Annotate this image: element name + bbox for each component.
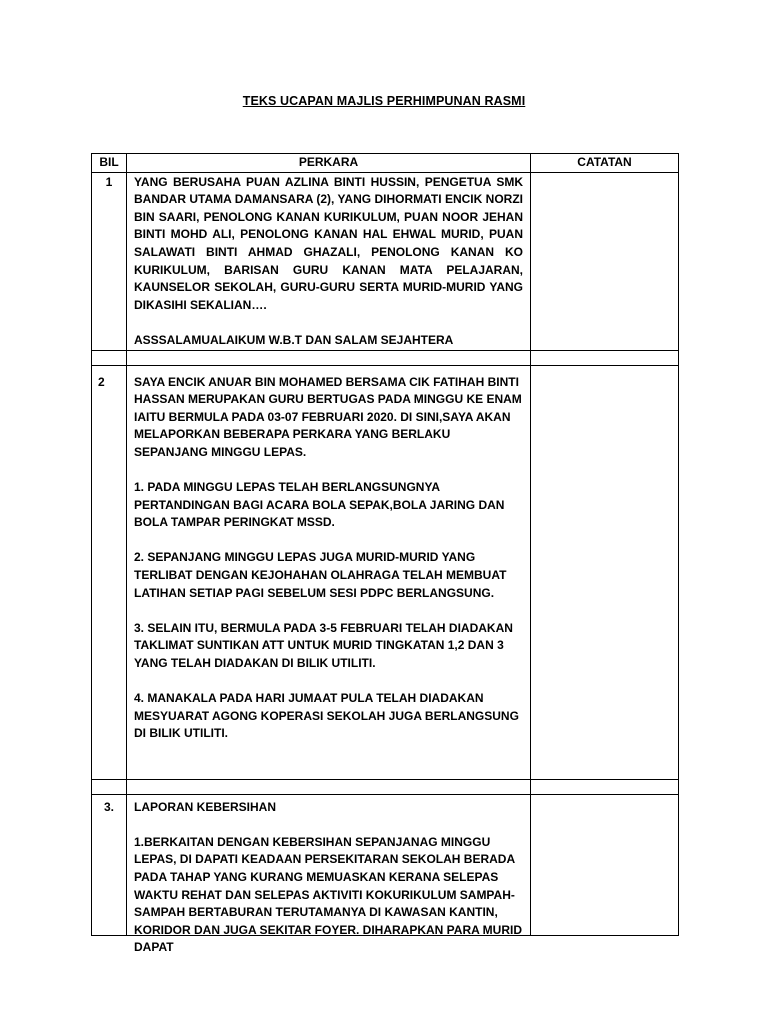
row-catatan: [531, 794, 679, 935]
spacer-row: [92, 779, 679, 794]
table-header-row: [92, 154, 679, 173]
paragraph: YANG BERUSAHA PUAN AZLINA BINTI HUSSIN, PENGETUA SMK BANDAR UTAMA DAMANSARA (2), YANG DIHORMATI ENCIK NORZI BIN SAARI, PENOLONG KANAN KURIKULUM, PUAN NOOR JEHAN BINTI MOHD ALI, PENOLONG KANAN HAL EHWAL MURID, PUAN SALAWATI BINTI AHMAD GHAZALI, PENOLONG KANAN KO KURIKULUM, BARISAN GURU KANAN MATA PELAJARAN, KAUNSELOR SEKOLAH, GURU-GURU SERTA MURID-MURID YANG DIKASIHI SEKALIAN….: [134, 174, 523, 312]
table-row: [92, 365, 679, 779]
paragraph: SAYA ENCIK ANUAR BIN MOHAMED BERSAMA CIK FATIHAH BINTI HASSAN MERUPAKAN GURU BERTUGAS PADA MINGGU KE ENAM IAITU BERMULA PADA 03-07 FEBRUARI 2020. DI SINI,SAYA AKAN MELAPORKAN BEBERAPA PERKARA YANG BERLAKU SEPANJANG MINGGU LEPAS.: [134, 374, 522, 459]
header-bil: BIL: [92, 154, 127, 173]
row-catatan: [531, 172, 679, 350]
row-number: 1: [92, 172, 127, 350]
row-number: 3.: [92, 794, 127, 935]
table-row: [92, 794, 679, 935]
row-content: [127, 794, 531, 955]
speech-table: [91, 153, 679, 955]
paragraph: 3. SELAIN ITU, BERMULA PADA 3-5 FEBRUARI TELAH DIADAKAN TAKLIMAT SUNTIKAN ATT UNTUK MURID TINGKATAN 1,2 DAN 3 YANG TELAH DIADAKAN DI BILIK UTILITI.: [134, 620, 513, 671]
paragraph: 1.BERKAITAN DENGAN KEBERSIHAN SEPANJANAG MINGGU LEPAS, DI DAPATI KEADAAN PERSEKITARAN SEKOLAH BERADA PADA TAHAP YANG KURANG MEMUASKAN KERANA SELEPAS WAKTU REHAT DAN SELEPAS AKTIVITI KOKURIKULUM SAMPAH-SAMPAH BERTABURAN TERUTAMANYA DI KAWASAN KANTIN, KORIDOR DAN JUGA SEKITAR FOYER. DIHARAPKAN PARA MURID DAPAT: [134, 834, 523, 955]
document-title: TEKS UCAPAN MAJLIS PERHIMPUNAN RASMI: [242, 94, 526, 108]
header-perkara: PERKARA: [127, 154, 531, 173]
paragraph: ASSSALAMUALAIKUM W.B.T DAN SALAM SEJAHTERA: [134, 332, 454, 347]
row-number: 2: [92, 365, 127, 779]
paragraph: 1. PADA MINGGU LEPAS TELAH BERLANGSUNGNYA PERTANDINGAN BAGI ACARA BOLA SEPAK,BOLA JARING DAN BOLA TAMPAR PERINGKAT MSSD.: [134, 480, 505, 530]
paragraph: 2. SEPANJANG MINGGU LEPAS JUGA MURID-MURID YANG TERLIBAT DENGAN KEJOHAHAN OLAHRAGA TELAH MEMBUAT LATIHAN SETIAP PAGI SEBELUM SESI PDPC BERLANGSUNG.: [134, 550, 507, 600]
row-content: [127, 172, 531, 350]
paragraph: LAPORAN KEBERSIHAN: [134, 799, 277, 814]
spacer-row: [92, 350, 679, 365]
row-content: [127, 365, 531, 779]
row-catatan: [531, 365, 679, 779]
header-catatan: CATATAN: [531, 154, 679, 173]
table-row: [92, 172, 679, 350]
paragraph: 4. MANAKALA PADA HARI JUMAAT PULA TELAH DIADAKAN MESYUARAT AGONG KOPERASI SEKOLAH JUGA BERLANGSUNG DI BILIK UTILITI.: [134, 691, 519, 741]
